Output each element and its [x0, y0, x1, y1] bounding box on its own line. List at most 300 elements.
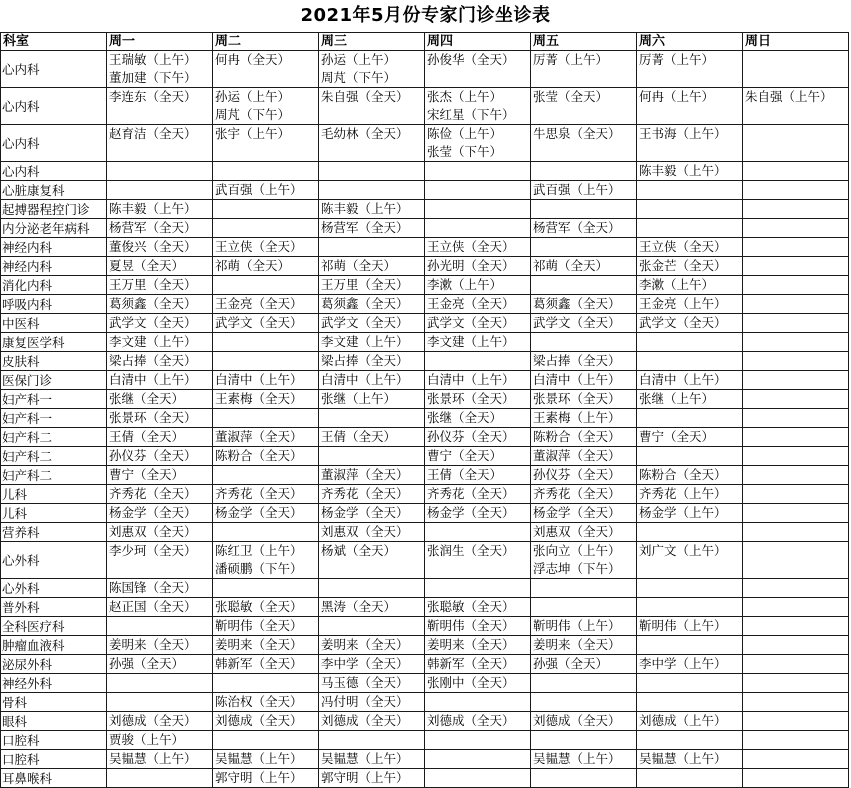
schedule-cell	[319, 523, 425, 542]
doctor-entry: 董加建（下午）	[109, 70, 197, 85]
schedule-cell	[425, 674, 531, 693]
doctor-entry: 何冉（上午）	[639, 89, 715, 104]
doctor-entry: 张刚中（全天）	[427, 675, 515, 690]
doctor-entry: 周芃（下午）	[321, 70, 397, 85]
schedule-cell	[425, 428, 531, 447]
dept-cell: 呼吸内科	[1, 295, 107, 314]
doctor-entry: 靳明伟（全天）	[215, 618, 303, 633]
dept-cell: 神经外科	[1, 674, 107, 693]
schedule-cell	[107, 485, 213, 504]
schedule-cell	[319, 295, 425, 314]
schedule-cell	[213, 295, 319, 314]
schedule-cell	[425, 504, 531, 523]
schedule-cell	[213, 504, 319, 523]
schedule-cell	[425, 542, 531, 579]
schedule-cell	[637, 88, 743, 125]
schedule-cell	[637, 352, 743, 371]
doctor-entry: 姜明来（全天）	[533, 637, 621, 652]
doctor-entry: 梁占捧（全天）	[321, 353, 409, 368]
schedule-cell	[531, 731, 637, 750]
schedule-cell	[637, 617, 743, 636]
schedule-cell	[107, 181, 213, 200]
table-row	[1, 219, 849, 238]
doctor-entry: 孙强（全天）	[533, 656, 609, 671]
doctor-entry: 刘德成（全天）	[215, 713, 303, 728]
doctor-entry: 韩新军（全天）	[427, 656, 515, 671]
table-row	[1, 333, 849, 352]
doctor-entry: 董淑萍（全天）	[215, 429, 303, 444]
schedule-cell	[107, 238, 213, 257]
schedule-cell	[743, 731, 849, 750]
schedule-cell	[319, 257, 425, 276]
dept-cell: 神经内科	[1, 238, 107, 257]
doctor-entry: 浮志坤（下午）	[533, 561, 621, 576]
doctor-entry: 陈红卫（上午）	[215, 543, 303, 558]
schedule-cell	[531, 409, 637, 428]
doctor-entry: 祁萌（全天）	[215, 258, 291, 273]
schedule-cell	[531, 51, 637, 88]
doctor-entry: 张聪敏（全天）	[215, 599, 303, 614]
schedule-cell	[531, 769, 637, 788]
schedule-cell	[637, 466, 743, 485]
dept-cell: 妇产科二	[1, 428, 107, 447]
schedule-cell	[213, 579, 319, 598]
schedule-cell	[213, 257, 319, 276]
doctor-entry: 白清中（上午）	[639, 372, 727, 387]
schedule-cell	[213, 447, 319, 466]
schedule-cell	[637, 542, 743, 579]
doctor-entry: 李少珂（全天）	[109, 543, 197, 558]
dept-cell: 普外科	[1, 598, 107, 617]
doctor-entry: 葛须鑫（全天）	[533, 296, 621, 311]
doctor-entry: 陈粉合（全天）	[533, 429, 621, 444]
schedule-cell	[425, 617, 531, 636]
schedule-cell	[213, 276, 319, 295]
schedule-cell	[425, 447, 531, 466]
doctor-entry: 杨营军（全天）	[533, 220, 621, 235]
doctor-entry: 张金芒（全天）	[639, 258, 727, 273]
page-title: 2021年5月份专家门诊坐诊表	[300, 5, 551, 26]
schedule-cell	[743, 523, 849, 542]
schedule-cell	[319, 542, 425, 579]
doctor-entry: 赵育洁（全天）	[109, 126, 197, 141]
doctor-entry: 王金亮（全天）	[215, 296, 303, 311]
doctor-entry: 杨营军（全天）	[109, 220, 197, 235]
schedule-cell	[743, 181, 849, 200]
doctor-entry: 葛须鑫（全天）	[109, 296, 197, 311]
doctor-entry: 陈俭（上午）	[427, 126, 503, 141]
schedule-cell	[425, 371, 531, 390]
doctor-entry: 白清中（上午）	[109, 372, 197, 387]
header-day: 周六	[637, 33, 743, 51]
schedule-cell	[213, 371, 319, 390]
schedule-cell	[637, 238, 743, 257]
doctor-entry: 李连东（全天）	[109, 89, 197, 104]
schedule-cell	[743, 617, 849, 636]
schedule-cell	[213, 125, 319, 162]
schedule-cell	[425, 769, 531, 788]
doctor-entry: 王倩（全天）	[321, 429, 397, 444]
schedule-cell	[637, 314, 743, 333]
schedule-cell	[213, 51, 319, 88]
schedule-cell	[213, 428, 319, 447]
schedule-cell	[107, 674, 213, 693]
schedule-cell	[319, 674, 425, 693]
schedule-cell	[107, 125, 213, 162]
doctor-entry: 孙光明（全天）	[427, 258, 515, 273]
schedule-cell	[319, 750, 425, 769]
schedule-cell	[531, 485, 637, 504]
doctor-entry: 刘德成（全天）	[533, 713, 621, 728]
schedule-cell	[743, 238, 849, 257]
schedule-cell	[107, 693, 213, 712]
dept-cell: 妇产科二	[1, 447, 107, 466]
dept-cell: 康复医学科	[1, 333, 107, 352]
schedule-cell	[743, 428, 849, 447]
schedule-cell	[213, 485, 319, 504]
schedule-cell	[637, 750, 743, 769]
schedule-cell	[531, 598, 637, 617]
schedule-cell	[637, 181, 743, 200]
schedule-cell	[743, 598, 849, 617]
dept-cell: 妇产科二	[1, 466, 107, 485]
header-day: 周三	[319, 33, 425, 51]
doctor-entry: 郭守明（上午）	[321, 770, 409, 785]
doctor-entry: 武百强（上午）	[533, 182, 621, 197]
header-dept: 科室	[1, 33, 107, 51]
schedule-cell	[319, 219, 425, 238]
doctor-entry: 王金亮（全天）	[427, 296, 515, 311]
schedule-cell	[319, 655, 425, 674]
schedule-cell	[743, 466, 849, 485]
schedule-cell	[319, 598, 425, 617]
doctor-entry: 王立侠（全天）	[427, 239, 515, 254]
doctor-entry: 吴韫慧（上午）	[533, 751, 621, 766]
doctor-entry: 陈丰毅（上午）	[639, 163, 727, 178]
schedule-cell	[531, 617, 637, 636]
table-row	[1, 523, 849, 542]
schedule-cell	[107, 51, 213, 88]
schedule-cell	[637, 390, 743, 409]
doctor-entry: 武学文（全天）	[215, 315, 303, 330]
schedule-cell	[425, 731, 531, 750]
doctor-entry: 姜明来（全天）	[109, 637, 197, 652]
dept-cell: 泌尿外科	[1, 655, 107, 674]
schedule-cell	[425, 466, 531, 485]
schedule-cell	[531, 636, 637, 655]
schedule-cell	[213, 200, 319, 219]
doctor-entry: 杨金学（全天）	[321, 505, 409, 520]
schedule-cell	[425, 238, 531, 257]
schedule-cell	[743, 276, 849, 295]
schedule-cell	[637, 731, 743, 750]
schedule-cell	[743, 485, 849, 504]
doctor-entry: 刘惠双（全天）	[533, 524, 621, 539]
table-row	[1, 257, 849, 276]
schedule-cell	[743, 447, 849, 466]
schedule-cell	[425, 409, 531, 428]
schedule-cell	[213, 693, 319, 712]
schedule-cell	[213, 466, 319, 485]
schedule-cell	[107, 769, 213, 788]
schedule-cell	[107, 523, 213, 542]
schedule-cell	[743, 162, 849, 181]
doctor-entry: 梁占捧（全天）	[533, 353, 621, 368]
table-row	[1, 51, 849, 88]
schedule-cell	[531, 181, 637, 200]
doctor-entry: 吴韫慧（上午）	[215, 751, 303, 766]
doctor-entry: 武学文（全天）	[639, 315, 727, 330]
schedule-cell	[107, 88, 213, 125]
schedule-cell	[637, 276, 743, 295]
schedule-cell	[425, 523, 531, 542]
schedule-cell	[531, 504, 637, 523]
doctor-entry: 刘德成（上午）	[639, 713, 727, 728]
doctor-entry: 刘惠双（全天）	[321, 524, 409, 539]
schedule-cell	[531, 542, 637, 579]
doctor-entry: 武学文（全天）	[427, 315, 515, 330]
doctor-entry: 杨营军（全天）	[321, 220, 409, 235]
doctor-entry: 孙仪芬（全天）	[533, 467, 621, 482]
table-row	[1, 750, 849, 769]
schedule-cell	[319, 485, 425, 504]
schedule-cell	[319, 693, 425, 712]
schedule-cell	[531, 238, 637, 257]
doctor-entry: 靳明伟（全天）	[427, 618, 515, 633]
doctor-entry: 王倩（全天）	[109, 429, 185, 444]
schedule-cell	[425, 693, 531, 712]
schedule-cell	[107, 598, 213, 617]
schedule-cell	[213, 674, 319, 693]
doctor-entry: 张继（全天）	[109, 391, 185, 406]
doctor-entry: 陈治权（全天）	[215, 694, 303, 709]
schedule-cell	[319, 769, 425, 788]
doctor-entry: 赵正国（全天）	[109, 599, 197, 614]
schedule-cell	[319, 447, 425, 466]
dept-cell: 中医科	[1, 314, 107, 333]
header-day: 周日	[743, 33, 849, 51]
table-row	[1, 598, 849, 617]
doctor-entry: 李文建（上午）	[109, 334, 197, 349]
schedule-cell	[531, 674, 637, 693]
table-row	[1, 125, 849, 162]
schedule-cell	[319, 466, 425, 485]
schedule-cell	[107, 257, 213, 276]
doctor-entry: 刘惠双（全天）	[109, 524, 197, 539]
table-row	[1, 162, 849, 181]
doctor-entry: 厉菁（上午）	[533, 52, 609, 67]
doctor-entry: 白清中（上午）	[321, 372, 409, 387]
schedule-cell	[425, 655, 531, 674]
schedule-cell	[213, 750, 319, 769]
schedule-cell	[531, 447, 637, 466]
doctor-entry: 齐秀花（全天）	[321, 486, 409, 501]
dept-cell: 皮肤科	[1, 352, 107, 371]
dept-cell: 耳鼻喉科	[1, 769, 107, 788]
header-day: 周二	[213, 33, 319, 51]
schedule-cell	[213, 390, 319, 409]
dept-cell: 医保门诊	[1, 371, 107, 390]
table-row	[1, 731, 849, 750]
schedule-cell	[213, 88, 319, 125]
schedule-cell	[107, 314, 213, 333]
dept-cell: 眼科	[1, 712, 107, 731]
schedule-cell	[107, 655, 213, 674]
schedule-cell	[319, 162, 425, 181]
dept-cell: 心脏康复科	[1, 181, 107, 200]
doctor-entry: 朱自强（上午）	[745, 89, 833, 104]
doctor-entry: 张润生（全天）	[427, 543, 515, 558]
schedule-cell	[425, 636, 531, 655]
doctor-entry: 贾骏（上午）	[109, 732, 185, 747]
schedule-cell	[425, 200, 531, 219]
doctor-entry: 李漱（上午）	[639, 277, 715, 292]
doctor-entry: 白清中（上午）	[215, 372, 303, 387]
schedule-table	[0, 32, 849, 788]
schedule-cell	[213, 333, 319, 352]
schedule-cell	[213, 712, 319, 731]
doctor-entry: 董俊兴（全天）	[109, 239, 197, 254]
schedule-cell	[107, 333, 213, 352]
doctor-entry: 孙运（上午）	[321, 52, 397, 67]
schedule-cell	[637, 712, 743, 731]
schedule-cell	[107, 504, 213, 523]
schedule-cell	[743, 542, 849, 579]
schedule-cell	[319, 409, 425, 428]
doctor-entry: 张继（全天）	[427, 410, 503, 425]
schedule-cell	[319, 617, 425, 636]
schedule-cell	[213, 181, 319, 200]
schedule-cell	[531, 257, 637, 276]
doctor-entry: 张宇（上午）	[215, 126, 291, 141]
schedule-cell	[213, 731, 319, 750]
doctor-entry: 王金亮（上午）	[639, 296, 727, 311]
schedule-cell	[743, 693, 849, 712]
doctor-entry: 宋红星（下午）	[427, 107, 515, 122]
schedule-cell	[107, 200, 213, 219]
doctor-entry: 白清中（上午）	[427, 372, 515, 387]
doctor-entry: 杨斌（全天）	[321, 543, 397, 558]
schedule-cell	[637, 125, 743, 162]
schedule-cell	[425, 125, 531, 162]
schedule-cell	[637, 447, 743, 466]
doctor-entry: 周芃（下午）	[215, 107, 291, 122]
doctor-entry: 刘广文（上午）	[639, 543, 727, 558]
table-row	[1, 693, 849, 712]
schedule-cell	[107, 219, 213, 238]
schedule-cell	[319, 333, 425, 352]
doctor-entry: 祁萌（全天）	[533, 258, 609, 273]
schedule-cell	[425, 295, 531, 314]
doctor-entry: 董淑萍（全天）	[533, 448, 621, 463]
table-row	[1, 314, 849, 333]
schedule-cell	[637, 636, 743, 655]
schedule-cell	[107, 466, 213, 485]
doctor-entry: 靳明伟（上午）	[533, 618, 621, 633]
schedule-cell	[531, 712, 637, 731]
schedule-cell	[743, 295, 849, 314]
table-row	[1, 674, 849, 693]
table-row	[1, 390, 849, 409]
schedule-cell	[425, 314, 531, 333]
doctor-entry: 齐秀花（全天）	[533, 486, 621, 501]
doctor-entry: 杨金学（全天）	[427, 505, 515, 520]
schedule-cell	[319, 181, 425, 200]
schedule-cell	[531, 352, 637, 371]
schedule-cell	[107, 712, 213, 731]
schedule-cell	[637, 51, 743, 88]
schedule-cell	[743, 51, 849, 88]
doctor-entry: 刘德成（全天）	[427, 713, 515, 728]
schedule-cell	[743, 674, 849, 693]
dept-cell: 骨科	[1, 693, 107, 712]
schedule-cell	[637, 371, 743, 390]
doctor-entry: 张景环（全天）	[533, 391, 621, 406]
table-row	[1, 466, 849, 485]
doctor-entry: 张聪敏（全天）	[427, 599, 515, 614]
schedule-cell	[531, 219, 637, 238]
schedule-cell	[107, 542, 213, 579]
doctor-entry: 王瑞敏（上午）	[109, 52, 197, 67]
doctor-entry: 姜明来（全天）	[215, 637, 303, 652]
schedule-cell	[743, 333, 849, 352]
doctor-entry: 孙俊华（全天）	[427, 52, 515, 67]
schedule-cell	[213, 409, 319, 428]
schedule-cell	[107, 276, 213, 295]
schedule-cell	[213, 636, 319, 655]
doctor-entry: 王倩（全天）	[427, 467, 503, 482]
table-row	[1, 504, 849, 523]
schedule-cell	[319, 51, 425, 88]
doctor-entry: 厉菁（上午）	[639, 52, 715, 67]
schedule-cell	[107, 428, 213, 447]
table-row	[1, 276, 849, 295]
schedule-cell	[425, 598, 531, 617]
dept-cell: 全科医疗科	[1, 617, 107, 636]
doctor-entry: 王立侠（全天）	[215, 239, 303, 254]
schedule-cell	[213, 598, 319, 617]
schedule-cell	[637, 579, 743, 598]
schedule-cell	[531, 276, 637, 295]
table-row	[1, 485, 849, 504]
schedule-cell	[319, 428, 425, 447]
table-row	[1, 428, 849, 447]
schedule-cell	[425, 579, 531, 598]
schedule-cell	[425, 181, 531, 200]
schedule-cell	[213, 314, 319, 333]
table-row	[1, 200, 849, 219]
schedule-cell	[743, 200, 849, 219]
schedule-cell	[531, 200, 637, 219]
doctor-entry: 张景环（全天）	[427, 391, 515, 406]
schedule-cell	[531, 295, 637, 314]
schedule-cell	[319, 731, 425, 750]
schedule-cell	[213, 655, 319, 674]
schedule-cell	[637, 655, 743, 674]
schedule-cell	[637, 200, 743, 219]
schedule-cell	[637, 693, 743, 712]
schedule-cell	[107, 447, 213, 466]
table-row	[1, 655, 849, 674]
schedule-cell	[637, 219, 743, 238]
schedule-cell	[213, 238, 319, 257]
dept-cell: 心内科	[1, 125, 107, 162]
doctor-entry: 齐秀花（全天）	[215, 486, 303, 501]
schedule-cell	[107, 371, 213, 390]
schedule-cell	[531, 390, 637, 409]
doctor-entry: 张继（上午）	[639, 391, 715, 406]
table-row	[1, 371, 849, 390]
